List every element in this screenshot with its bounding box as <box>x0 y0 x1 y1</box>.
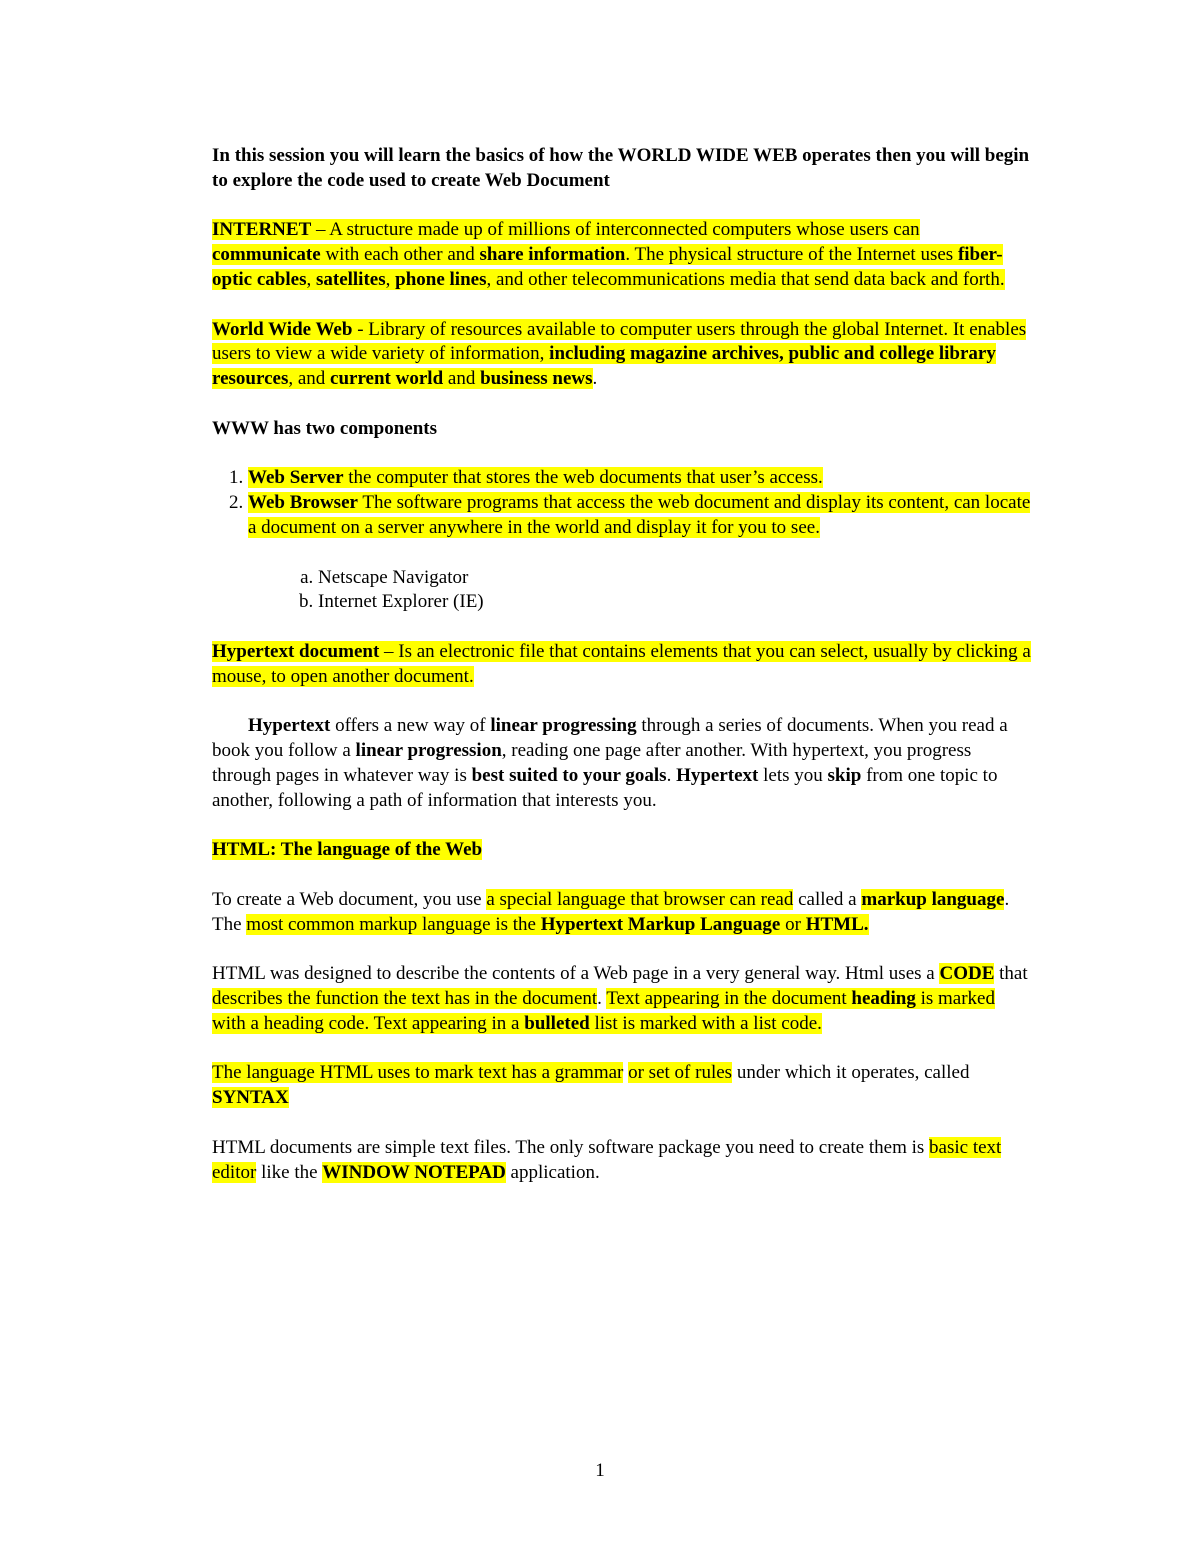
designed-highlight-1: describes the function the text has in the document <box>212 988 598 1010</box>
textfiles-bold-1: WINDOW NOTEPAD <box>322 1161 506 1183</box>
www-text-2: , and <box>288 368 331 390</box>
www-bold-2: current world <box>330 368 444 390</box>
internet-bold-3: fiber-optic cables <box>212 244 1003 290</box>
create-text-3: . The <box>212 888 1010 935</box>
component-text: The software programs that access the web document and display its content, can locate a document on a server anywhere in the world and display it for you to see. <box>248 492 1031 538</box>
hypertext-bold-5: Hypertext <box>676 764 759 786</box>
www-bold-3: business news <box>480 368 593 390</box>
designed-text-3: . <box>597 988 607 1010</box>
internet-text-4: , <box>306 268 316 290</box>
hypertext-doc-paragraph <box>212 640 1032 690</box>
component-term: Web Server <box>248 467 344 489</box>
textfiles-text-3: application. <box>505 1161 600 1183</box>
component-term: Web Browser <box>248 492 358 514</box>
www-text-4: . <box>592 368 598 390</box>
internet-text-5: , <box>385 268 396 290</box>
www-text-3: and <box>443 368 481 390</box>
components-heading-text: WWW has two components <box>212 417 438 439</box>
component-text: the computer that stores the web documents that user’s access. <box>343 467 823 489</box>
list-item: a. Netscape Navigator <box>318 566 1032 591</box>
page-number: 1 <box>595 1460 605 1481</box>
designed-highlight-4: list is marked with a list code. <box>589 1012 822 1034</box>
syntax-highlight-2: or set of rules <box>628 1062 733 1084</box>
designed-bold-3: bulleted <box>524 1012 590 1034</box>
www-bold-1: including magazine archives, public and college library resources <box>212 343 996 390</box>
internet-text-3: . The physical structure of the Internet uses <box>625 244 958 266</box>
internet-bold-2: share information <box>479 244 626 266</box>
hypertext-doc-text: – Is an electronic file that contains elements that you can select, usually by clicking a mouse, to open another document. <box>212 640 1031 687</box>
textfiles-text-1: HTML documents are simple text files. The only software package you need to create them is <box>212 1136 930 1158</box>
list-item <box>248 466 1032 491</box>
hypertext-text-1: offers a new way of <box>330 715 491 737</box>
hypertext-text-5: lets you <box>758 764 828 786</box>
create-highlight-3: or <box>780 913 806 935</box>
textfiles-text-2: like the <box>256 1161 323 1183</box>
create-paragraph <box>212 888 1032 938</box>
designed-bold-2: heading <box>851 988 916 1010</box>
html-heading <box>212 838 1032 863</box>
textfiles-highlight-1: basic text editor <box>212 1136 1002 1183</box>
browsers-list <box>212 566 1032 616</box>
internet-term: INTERNET <box>212 219 312 241</box>
create-text-1: To create a Web document, you use <box>212 888 487 910</box>
create-text-2: called a <box>793 888 862 910</box>
designed-text-2: that <box>994 963 1028 985</box>
create-bold-3: HTML. <box>805 913 869 935</box>
syntax-bold-1: SYNTAX <box>212 1087 289 1109</box>
internet-text-1: – A structure made up of millions of interconnected computers whose users can <box>311 219 920 241</box>
hypertext-text-2: through a series of documents. When you read a book you follow a <box>212 715 1008 762</box>
syntax-text-1: under which it operates, called <box>732 1062 970 1084</box>
components-heading <box>212 417 1032 442</box>
internet-text-2: with each other and <box>320 244 480 266</box>
hypertext-text-6: from one topic to another, following a path of information that interests you. <box>212 764 998 811</box>
hypertext-bold-4: best suited to your goals <box>471 764 667 786</box>
list-item: b. Internet Explorer (IE) <box>318 590 1032 615</box>
internet-bold-5: phone lines <box>395 268 487 290</box>
hypertext-text-4: . <box>666 764 677 786</box>
hypertext-text-3: , reading one page after another. With hypertext, you progress through pages in whatever way is <box>212 740 972 786</box>
www-text-1: - Library of resources available to computer users through the global Internet. It enables users to view a wide variety of information, <box>212 318 1027 365</box>
internet-text-6: , and other telecommunications media that send data back and forth. <box>486 268 1005 290</box>
create-bold-1: markup language <box>861 888 1005 910</box>
textfiles-paragraph <box>212 1136 1032 1186</box>
internet-bold-4: satellites <box>315 268 386 290</box>
intro-paragraph <box>212 144 1032 194</box>
hypertext-doc-term: Hypertext document <box>212 640 380 662</box>
intro-text: In this session you will learn the basics of how the WORLD WIDE WEB operates then you will begin to explore the code used to create Web Document <box>212 145 1030 191</box>
designed-bold-1: CODE <box>939 963 995 985</box>
create-bold-2: Hypertext Markup Language <box>540 913 781 935</box>
designed-highlight-2: Text appearing in the document <box>606 988 852 1010</box>
hypertext-bold-2: linear progressing <box>490 715 637 737</box>
components-list <box>212 466 1032 540</box>
hypertext-bold-3: linear progression <box>355 740 502 762</box>
designed-highlight-3: is marked with a heading code. Text appearing in a <box>212 988 995 1034</box>
internet-paragraph <box>212 218 1032 292</box>
create-highlight-2: most common markup language is the <box>246 913 541 935</box>
designed-paragraph <box>212 962 1032 1036</box>
hypertext-paragraph <box>212 714 1032 813</box>
list-item <box>248 491 1032 541</box>
www-term: World Wide Web <box>212 318 353 340</box>
syntax-highlight-1: The language HTML uses to mark text has a grammar <box>212 1062 624 1084</box>
document-body <box>212 144 1032 1210</box>
create-highlight-1: a special language that browser can read <box>486 888 794 910</box>
www-paragraph <box>212 318 1032 392</box>
designed-text-1: HTML was designed to describe the contents of a Web page in a very general way. Html uses a <box>212 963 940 985</box>
syntax-paragraph <box>212 1061 1032 1111</box>
hypertext-bold-1: Hypertext <box>248 715 331 737</box>
internet-bold-1: communicate <box>212 244 321 266</box>
html-heading-text: HTML: The language of the Web <box>212 839 483 861</box>
hypertext-bold-6: skip <box>827 764 862 786</box>
